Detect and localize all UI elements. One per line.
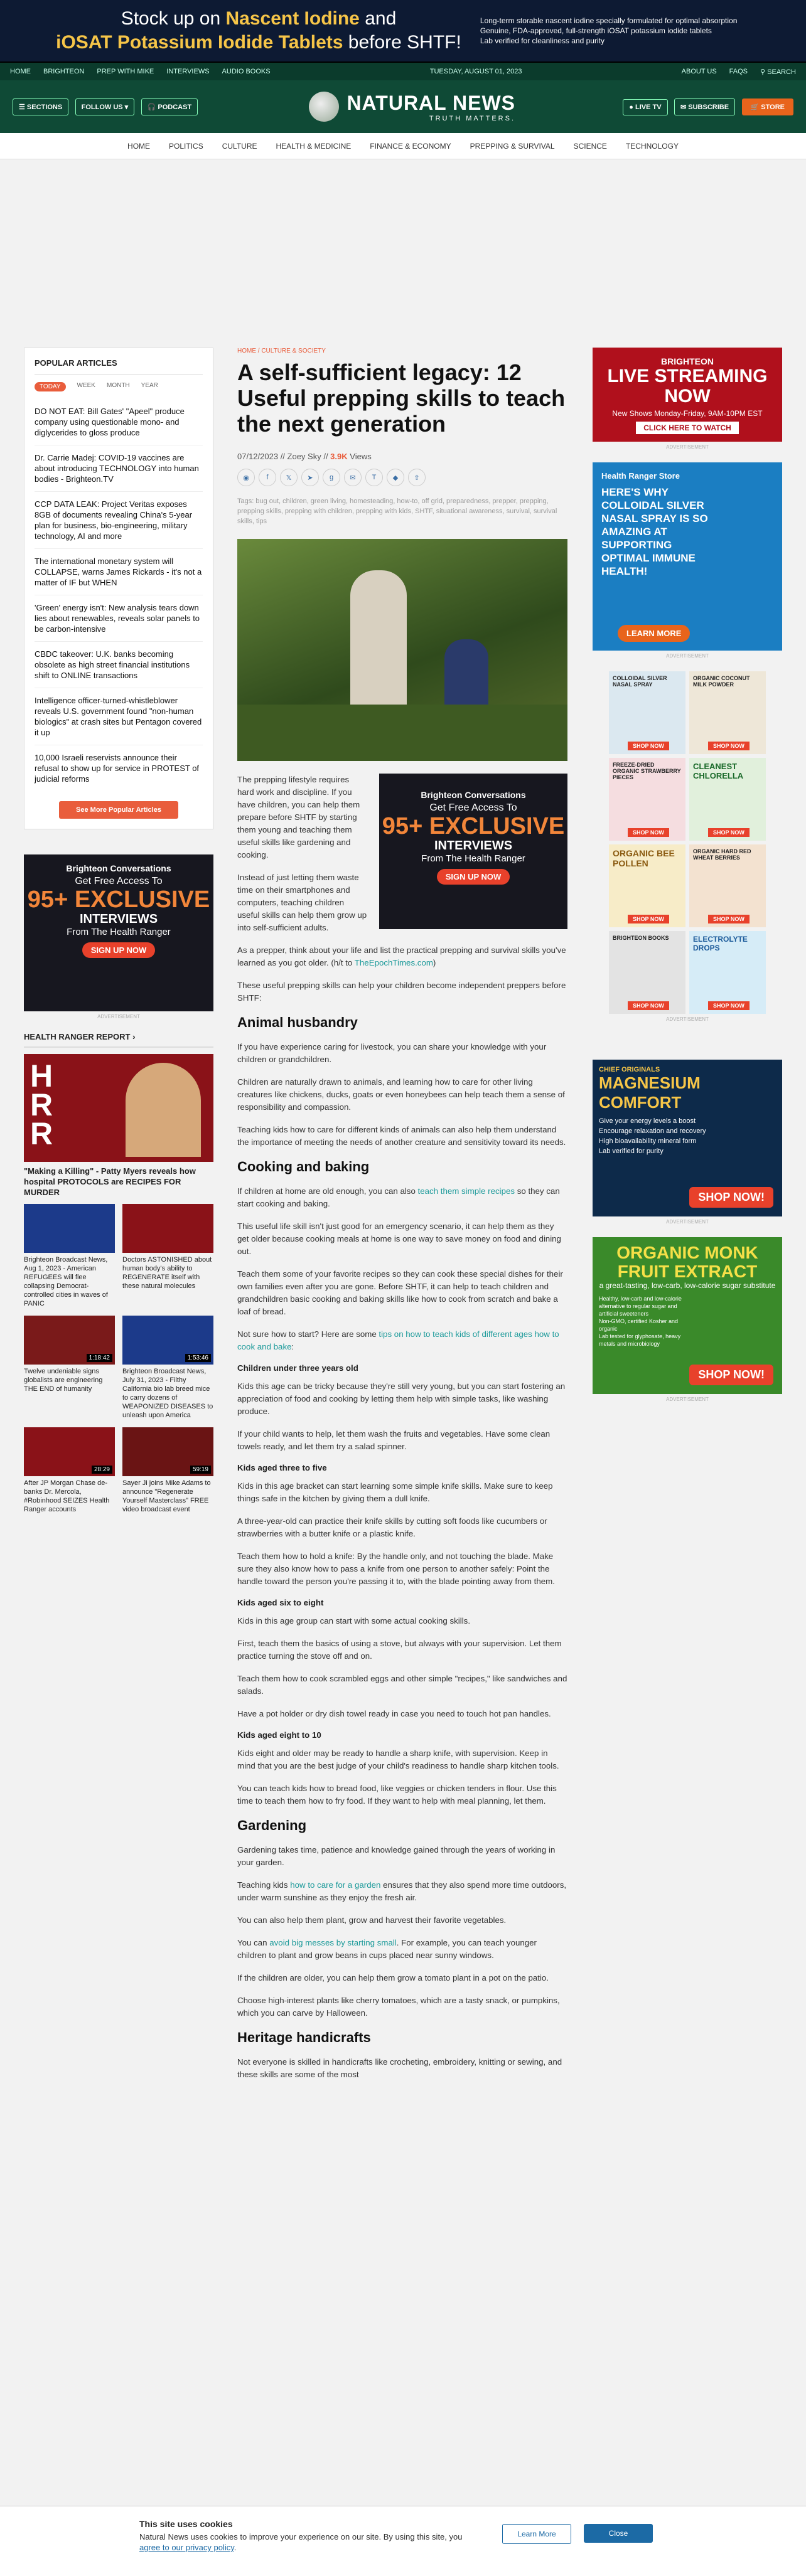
mainnav-politics[interactable]: POLITICS bbox=[169, 141, 203, 151]
video-card[interactable]: Doctors ASTONISHED about human body's ability to REGENERATE itself with these natural molecules bbox=[122, 1204, 213, 1308]
section-heading: Animal husbandry bbox=[237, 1014, 358, 1030]
sign-up-button[interactable]: SIGN UP NOW bbox=[82, 942, 156, 958]
hrr-title[interactable]: HEALTH RANGER REPORT › bbox=[24, 1032, 213, 1048]
nav-about-us[interactable]: ABOUT US bbox=[681, 67, 717, 75]
subheading: Kids aged six to eight bbox=[237, 1598, 324, 1607]
section-heading: Gardening bbox=[237, 1818, 307, 1833]
product-grid-ad bbox=[609, 671, 766, 1014]
email-share-icon[interactable]: ✉ bbox=[344, 469, 362, 486]
mainnav-finance[interactable]: FINANCE & ECONOMY bbox=[370, 141, 451, 151]
podcast-button[interactable]: 🎧 PODCAST bbox=[141, 98, 198, 115]
monk-fruit-ad[interactable]: ORGANIC MONK FRUIT EXTRACT a great-tasting, low-carb, low-calorie sugar substitute Healthy, low-carb and low-calorie alternative to regular sugar and artificial sweeteners Non-GMO, certified Kosher and organic Lab tested for glyphosate, heavy metals and microbiology SHOP NOW! bbox=[593, 1237, 782, 1394]
popular-item[interactable]: 10,000 Israeli reservists announce their refusal to show up for service in PROTEST of judicial reforms bbox=[35, 753, 200, 784]
popular-item[interactable]: Intelligence officer-turned-whistleblower reveals U.S. government found "non-human biologics" at crash sites but Pentagon covered it up bbox=[35, 688, 203, 745]
article-body: Brighteon Conversations Get Free Access To 95+ EXCLUSIVE INTERVIEWS From The Health Ranger SIGN UP NOW The prepping lifestyle requires hard work and discipline. If you have children, you can help them prepare before SHTF by starting them young and teaching them useful skills like gardening and cooking. Instead of just letting them waste time on their smartphones and computers, teaching children useful skills can help them grow up into self-sufficient adults. As a prepper, think about your life and list the practical prepping and survival skills you've learned as you got older. (h/t to TheEpochTimes.com) These useful prepping skills can help your children become independent preppers before SHTF: Animal husbandry If you have experience caring for livestock, you can share your knowledge with your children or grandchildren. Children are naturally drawn to animals, and learning how to care for other living creatures like chickens, ducks, goats or even honeybees can help teach them a sense of responsibility and compassion. Teaching kids how to care for different kinds of animals can also help them understand the importance of meeting the needs of another creature and sensitivity toward its needs. Cooking and baking If children at home are old enough, you can also teach them simple recipes so they can start cooking and baking. This useful life skill isn't just good for an emergency scenario, it can help them as they get older because cooking meals at home is one way to save money on food and dining out. Teach them some of your favorite recipes so they can cook these special dishes for their own families even after you are gone. Before SHTF, it can help to teach children and grandchildren basic cooking and baking skills like how to cook from scratch and bake a loaf of bread. Not sure how to start? Here are some tips on how to teach kids of different ages how to cook and bake: Children under three years old Kids this age can be tricky because they're still very young, but you can start fostering an appreciation of food and cooking by letting them help with simple tasks, like washing produce. If your child wants to help, let them wash the fruits and vegetables. Have some clean towels ready, and let them try a salad spinner. Kids aged three to five Kids in this age bracket can start learning some simple knife skills. Make sure to keep things safe in the kitchen by giving them a dull knife. A three-year-old can practice their knife skills by cutting soft foods like cucumbers or strawberries with a butter knife or a plastic knife. Teach them how to hold a knife: By the handle only, and not touching the blade. Make sure they also know how to pass a knife from one person to another safely: Point the handle toward the person you're passing it to, with the blade pointing away from them. Kids aged six to eight Kids in this age group can start with some actual cooking skills. First, teach them the basics of using a stove, but always with your supervision. Let them practice turning the stove off and on. Teach them how to cook scrambled eggs and other simple "recipes," like sandwiches and salads. Have a pot holder or dry dish towel ready in case you need to touch hot pan handles. Kids aged eight to 10 Kids eight and older may be ready to handle a sharp knife, with supervision. Keep in mind that you are the best judge of your child's readiness to handle sharp kitchen tools. You can teach kids how to bread food, like veggies or chicken tenders in flour. Use this time to teach them how to fry food. If they want to help with meal planning, let them. Gardening Gardening takes time, patience and knowledge gained through the years of working in your garden. Teaching kids how to care for a garden ensures that they also spend more time outdoors, under warm sunshine as they enjoy the fresh air. You can also help them plant, grow and harvest their favorite vegetables. You can avoid big messes by starting small. For example, you can teach younger children to plant and grow beans in cups placed near sunny windows. If the children are older, you can help them grow a tomato plant in a pot on the patio. Choose high-interest plants like cherry tomatoes, which are a tasty snack, or pumpkins, which you can carve by Halloween. Heritage handicrafts Not everyone is skilled in handicrafts like crocheting, embroidery, knitting or sewing, and these skills are some of the most bbox=[237, 775, 567, 2079]
magnesium-comfort-ad[interactable]: CHIEF ORIGINALS MAGNESIUM COMFORT Give your energy levels a boost Encourage relaxation and recovery High bioavailability mineral form Lab verified for purity SHOP NOW! bbox=[593, 1060, 782, 1216]
article-meta: 07/12/2023 // Zoey Sky // 3.9K Views bbox=[237, 452, 372, 461]
video-card[interactable]: 1:18:42 Twelve undeniable signs globalists are engineering THE END of humanity bbox=[24, 1316, 115, 1420]
article-title: A self-sufficient legacy: 12 Useful prepping skills to teach the next generation bbox=[237, 359, 566, 437]
sections-button[interactable]: ☰ SECTIONS bbox=[13, 98, 68, 115]
breadcrumb[interactable]: HOME / CULTURE & SOCIETY bbox=[237, 348, 326, 354]
popular-item[interactable]: CCP DATA LEAK: Project Veritas exposes 8GB of documents revealing China's 5-year plan for business, bio-engineering, military technology, AI and more bbox=[35, 492, 203, 549]
left-sidebar bbox=[24, 348, 213, 1514]
start-small-link[interactable]: avoid big messes by starting small bbox=[269, 1938, 397, 1947]
product-tile[interactable]: COLLOIDAL SILVER NASAL SPRAY SHOP NOW bbox=[609, 671, 685, 754]
nav-brighteon[interactable]: BRIGHTEON bbox=[43, 68, 85, 75]
search-icon: ⚲ bbox=[760, 68, 768, 76]
shop-now-button[interactable]: SHOP NOW! bbox=[689, 1187, 773, 1208]
popular-item[interactable]: 'Green' energy isn't: New analysis tears down lies about renewables, reveals solar panels to be carbon-intensive bbox=[35, 595, 203, 642]
subheading: Children under three years old bbox=[237, 1363, 358, 1373]
learn-more-button[interactable]: Learn More bbox=[502, 2524, 571, 2544]
hrr-featured-thumbnail[interactable]: H R R bbox=[24, 1054, 213, 1162]
mainnav-technology[interactable]: TECHNOLOGY bbox=[625, 141, 679, 151]
tab-today[interactable]: TODAY bbox=[35, 382, 66, 391]
popular-item[interactable]: CBDC takeover: U.K. banks becoming obsolete as high street financial institutions shift to ONLINE transactions bbox=[35, 642, 203, 688]
share-bar bbox=[237, 469, 567, 486]
subheading: Kids aged eight to 10 bbox=[237, 1730, 321, 1740]
site-header bbox=[0, 80, 806, 133]
mainnav-culture[interactable]: CULTURE bbox=[222, 141, 257, 151]
share-more-icon[interactable]: ⇧ bbox=[408, 469, 426, 486]
section-heading: Cooking and baking bbox=[237, 1159, 370, 1174]
follow-us-button[interactable]: FOLLOW US ▾ bbox=[75, 98, 135, 115]
mainnav-science[interactable]: SCIENCE bbox=[573, 141, 607, 151]
health-ranger-report bbox=[24, 1032, 213, 1514]
product-tile[interactable]: ORGANIC BEE POLLEN SHOP NOW bbox=[609, 844, 685, 927]
product-tile[interactable]: BRIGHTEON BOOKS SHOP NOW bbox=[609, 931, 685, 1014]
nav-audio-books[interactable]: AUDIO BOOKS bbox=[222, 68, 271, 75]
conversations-ad[interactable]: Brighteon Conversations Get Free Access To 95+ EXCLUSIVE INTERVIEWS From The Health Ranger SIGN UP NOW bbox=[24, 854, 213, 1011]
tab-year[interactable]: YEAR bbox=[141, 382, 158, 389]
tab-month[interactable]: MONTH bbox=[106, 382, 130, 389]
brighteon-share-icon[interactable]: ◉ bbox=[237, 469, 255, 486]
product-tile[interactable]: ORGANIC COCONUT MILK POWDER SHOP NOW bbox=[689, 671, 766, 754]
popular-title: POPULAR ARTICLES bbox=[35, 358, 203, 375]
colloidal-silver-ad[interactable]: Health Ranger Store HERE'S WHY COLLOIDAL SILVER NASAL SPRAY IS SO AMAZING AT SUPPORTING OPTIMAL IMMUNE HEALTH! LEARN MORE bbox=[593, 462, 782, 651]
watch-button[interactable]: CLICK HERE TO WATCH bbox=[636, 422, 739, 434]
site-logo[interactable]: NATURAL NEWS TRUTH MATTERS. bbox=[309, 92, 515, 122]
shop-now-button[interactable]: SHOP NOW! bbox=[689, 1365, 773, 1385]
right-sidebar: BRIGHTEON LIVE STREAMING NOW New Shows Monday-Friday, 9AM-10PM EST CLICK HERE TO WATCH ADVERTISEMENT Health Ranger Store HERE'S WHY COLLOIDAL SILVER NASAL SPRAY IS SO AMAZING AT SUPPORTING OPTIMAL IMMUNE HEALTH! LEARN MORE ADVERTISEMENT COLLOIDAL SILVER NASAL SPRAY SHOP NOW ORGANIC COCONUT MILK POWDER SHOP NOW FREEZE-DRIED ORGANIC STRAWBERRY PIECES SHOP NOW CLEANEST CHLORELLA SHOP NOW ORGANIC BEE POLLEN SHOP NOW ORGANIC HARD RED WHEAT BERRIES SHOP NOW BRIGHTEON BOOKS SHOP NOW ELECTROLYTE DROPS SHOP NOW ADVERTISEMENT CHIEF ORIGINALS MAGNESIUM COMFORT Give your energy levels a boost Encourage relaxation and recovery High bioavailability mineral form Lab verified for purity SHOP NOW! ADVERTISEMENT ORGANIC MONK FRUIT EXTRACT a great-tasting, low-carb, low-calorie sugar substitute Healthy, low-carb and low-calorie alternative to regular sugar and artificial sweeteners Non-GMO, certified Kosher and organic Lab tested for glyphosate, heavy metals and microbiology SHOP NOW! ADVERTISEMENT bbox=[593, 348, 782, 1415]
brighteon-live-ad[interactable]: BRIGHTEON LIVE STREAMING NOW New Shows Monday-Friday, 9AM-10PM EST CLICK HERE TO WATCH bbox=[593, 348, 782, 442]
video-card[interactable]: Brighteon Broadcast News, Aug 1, 2023 - American REFUGEES will flee collapsing Democrat-controlled cities in waves of PANIC bbox=[24, 1204, 115, 1308]
garden-link[interactable]: how to care for a garden bbox=[290, 1880, 381, 1890]
twitter-share-icon[interactable]: 𝕏 bbox=[280, 469, 298, 486]
facebook-share-icon[interactable]: f bbox=[259, 469, 276, 486]
mainnav-health[interactable]: HEALTH & MEDICINE bbox=[276, 141, 352, 151]
section-heading: Heritage handicrafts bbox=[237, 2030, 371, 2045]
see-more-popular-button[interactable]: See More Popular Articles bbox=[59, 801, 178, 819]
article-date: 07/12/2023 bbox=[237, 452, 279, 461]
author-link[interactable]: Zoey Sky bbox=[287, 452, 321, 461]
article-tags[interactable]: Tags: bug out, children, green living, homesteading, how-to, off grid, preparedness, prepper, prepping, prepping skills, prepping with children, prepping with kids, SHTF, situational awareness, survival, survival skills, tips bbox=[237, 498, 557, 525]
conversations-inline-ad[interactable]: Brighteon Conversations Get Free Access To 95+ EXCLUSIVE INTERVIEWS From The Health Ranger SIGN UP NOW bbox=[379, 774, 567, 929]
ad-label: ADVERTISEMENT bbox=[97, 1014, 140, 1019]
gettr-share-icon[interactable]: ◆ bbox=[387, 469, 404, 486]
top-ad-bullets: Long-term storable nascent iodine specially formulated for optimal absorption Genuine, FDA-approved, full-strength iOSAT potassium iodide tablets Lab verified for cleanliness and purity bbox=[480, 16, 738, 45]
nav-home[interactable]: HOME bbox=[10, 68, 31, 75]
product-tile[interactable]: FREEZE-DRIED ORGANIC STRAWBERRY PIECES SHOP NOW bbox=[609, 758, 685, 841]
video-card[interactable]: 28:29 After JP Morgan Chase de-banks Dr. Mercola, #Robinhood SEIZES Health Ranger accounts bbox=[24, 1427, 115, 1514]
epoch-times-link[interactable]: TheEpochTimes.com bbox=[354, 958, 433, 967]
current-date: TUESDAY, AUGUST 01, 2023 bbox=[429, 68, 522, 75]
telegram-share-icon[interactable]: ➤ bbox=[301, 469, 319, 486]
globe-icon bbox=[309, 92, 339, 122]
video-card[interactable]: 1:53:46 Brighteon Broadcast News, July 31, 2023 - Filthy California bio lab breed mice to carry dozens of WEAPONIZED DISEASES to unleash upon America bbox=[122, 1316, 213, 1420]
store-button[interactable]: 🛒 STORE bbox=[742, 98, 793, 115]
popular-item[interactable]: DO NOT EAT: Bill Gates' "Apeel" produce company using questionable mono- and diglycerides to gloss produce bbox=[35, 399, 203, 445]
utility-nav bbox=[0, 63, 806, 80]
nav-faqs[interactable]: FAQS bbox=[729, 67, 748, 75]
tab-week[interactable]: WEEK bbox=[77, 382, 95, 389]
cookie-banner bbox=[0, 2506, 806, 2576]
live-tv-button[interactable]: ● LIVE TV bbox=[623, 99, 667, 115]
popular-item[interactable]: The international monetary system will COLLAPSE, warns James Rickards - it's not a matter of IF but WHEN bbox=[35, 549, 203, 595]
cookie-title: This site uses cookies bbox=[139, 2519, 233, 2529]
recipes-link[interactable]: teach them simple recipes bbox=[417, 1186, 515, 1196]
view-count: 3.9K bbox=[330, 452, 348, 461]
product-tile[interactable]: ELECTROLYTE DROPS SHOP NOW bbox=[689, 931, 766, 1014]
subheading: Kids aged three to five bbox=[237, 1463, 327, 1472]
truth-share-icon[interactable]: T bbox=[365, 469, 383, 486]
nav-prep-with-mike[interactable]: PREP WITH MIKE bbox=[97, 68, 154, 75]
top-ad-headline: Stock up on Nascent Iodine and iOSAT Potassium Iodide Tablets before SHTF! bbox=[56, 8, 461, 53]
article bbox=[237, 348, 567, 2091]
mainnav-home[interactable]: HOME bbox=[127, 141, 151, 151]
cookie-text: Natural News uses cookies to improve your experience on our site. By using this site, you agree to our privacy policy. bbox=[139, 2532, 463, 2552]
learn-more-button[interactable]: LEARN MORE bbox=[618, 625, 690, 642]
popular-item[interactable]: Dr. Carrie Madej: COVID-19 vaccines are about introducing TECHNOLOGY into human bodies - Brighteon.TV bbox=[35, 445, 203, 492]
top-banner-ad[interactable] bbox=[0, 0, 806, 63]
close-cookie-button[interactable]: Close bbox=[584, 2524, 653, 2543]
product-tile[interactable]: ORGANIC HARD RED WHEAT BERRIES SHOP NOW bbox=[689, 844, 766, 927]
video-card[interactable]: 59:19 Sayer Ji joins Mike Adams to announce "Regenerate Yourself Masterclass" FREE video broadcast event bbox=[122, 1427, 213, 1514]
sign-up-button[interactable]: SIGN UP NOW bbox=[437, 869, 510, 885]
nav-interviews[interactable]: INTERVIEWS bbox=[166, 68, 210, 75]
mainnav-prepping[interactable]: PREPPING & SURVIVAL bbox=[470, 141, 555, 151]
popular-articles bbox=[24, 348, 213, 829]
nav-search[interactable]: ⚲ SEARCH bbox=[760, 68, 796, 76]
privacy-policy-link[interactable]: agree to our privacy policy bbox=[139, 2543, 234, 2552]
subscribe-button[interactable]: ✉ SUBSCRIBE bbox=[674, 98, 735, 115]
article-hero-image bbox=[237, 539, 567, 761]
hrr-featured-caption[interactable]: "Making a Killing" - Patty Myers reveals how hospital PROTOCOLS are RECIPES FOR MURDER bbox=[24, 1166, 196, 1197]
tips-link[interactable]: tips on how to teach kids of different ages how to cook and bake bbox=[237, 1329, 559, 1351]
main-nav bbox=[0, 133, 806, 159]
gab-share-icon[interactable]: g bbox=[323, 469, 340, 486]
product-tile[interactable]: CLEANEST CHLORELLA SHOP NOW bbox=[689, 758, 766, 841]
